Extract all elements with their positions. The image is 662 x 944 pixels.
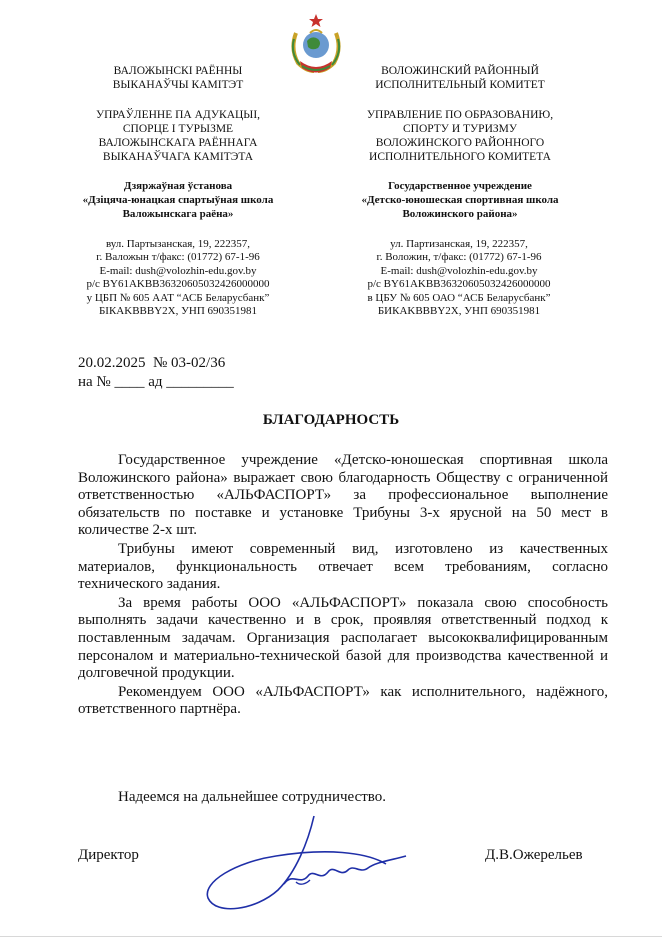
left-req-line: E-mail: dush@volozhin-edu.gov.by	[99, 264, 257, 277]
right-dept-line: ВОЛОЖИНСКОГО РАЙОННОГО	[375, 137, 545, 149]
body-paragraph: Государственное учреждение «Детско-юношеская спортивная школа Воложинского района» выражает свою благодарность Обществу с ограниченной ответственностью «АЛЬФАСПОРТ» за профессиональное выполнение обязательств по поставке и установке Трибуны 3-х ярусной на 50 мест в количестве 2-х шт.	[78, 452, 608, 539]
reply-to-reference: на № ____ ад _________	[78, 374, 234, 390]
right-req-line: E-mail: dush@volozhin-edu.gov.by	[380, 264, 538, 277]
right-org-name	[352, 64, 568, 92]
document-title: БЛАГОДАРНОСТЬ	[262, 412, 400, 428]
body-paragraph: За время работы ООО «АЛЬФАСПОРТ» показала свою способность выполнять задачи качественно и в срок, проявляя ответственный подход к поставленным задачам. Организация располагает высококвалифицированным персоналом и материально-технической базой для производства качественной и долговечной продукции.	[78, 594, 608, 682]
right-dept-name	[344, 108, 576, 164]
page-edge-divider	[0, 936, 662, 937]
left-req-line: БІКAKBBBY2X, УНП 690351981	[98, 305, 258, 318]
left-institution	[64, 179, 292, 221]
right-requisites	[334, 238, 584, 318]
left-org-line: ВЫКАНАЎЧЫ КАМІТЭТ	[112, 79, 244, 91]
left-req-line: вул. Партызанская, 19, 222357,	[105, 238, 251, 250]
letter-body	[78, 452, 608, 719]
left-req-line: р/с BY61AKBB36320605032426000000	[86, 278, 270, 291]
right-req-line: г. Воложин, т/факс: (01772) 67-1-96	[376, 251, 542, 264]
right-inst-line: Государственное учреждение	[388, 180, 532, 192]
left-dept-line: УПРАЎЛЕННЕ ПА АДУКАЦЫІ,	[95, 109, 261, 121]
right-org-line: ВОЛОЖИНСКИЙ РАЙОННЫЙ	[381, 65, 539, 77]
left-dept-line: ВАЛОЖЫНСКАГА РАЁННАГА	[98, 137, 258, 149]
left-requisites	[58, 238, 298, 318]
left-req-line: г. Валожын т/факс: (01772) 67-1-96	[96, 251, 260, 264]
right-req-line: БИКAKBBBY2X, УНП 690351981	[377, 305, 541, 318]
date-number: 20.02.2025 № 03-02/36	[78, 355, 226, 371]
right-req-line: в ЦБУ № 605 ОАО “АСБ Беларусбанк”	[367, 291, 551, 304]
right-dept-line: УПРАВЛЕНИЕ ПО ОБРАЗОВАНИЮ,	[366, 109, 554, 121]
right-dept-line: СПОРТУ И ТУРИЗМУ	[402, 123, 518, 135]
closing-line: Надеемся на дальнейшее сотрудничество.	[118, 789, 387, 805]
handwritten-signature-icon	[196, 812, 426, 924]
right-dept-line: ИСПОЛНИТЕЛЬНОГО КОМИТЕТА	[369, 151, 551, 163]
signatory-name: Д.В.Ожерельев	[485, 847, 583, 863]
left-org-name	[88, 64, 268, 92]
body-paragraph: Трибуны имеют современный вид, изготовлено из качественных материалов, функциональность отвечает всем требованиям, согласно технического задания.	[78, 540, 608, 593]
right-req-line: р/с BY61AKBB36320605032426000000	[367, 278, 551, 291]
left-inst-line: «Дзіцяча-юнацкая спартыўная школа	[82, 194, 274, 206]
right-inst-line: «Детско-юношеская спортивная школа	[361, 194, 559, 206]
left-req-line: у ЦБП № 605 ААТ “АСБ Беларусбанк”	[86, 291, 270, 304]
left-dept-line: СПОРЦЕ І ТУРЫЗМЕ	[122, 123, 234, 135]
signatory-position: Директор	[78, 847, 139, 863]
left-dept-name	[70, 108, 286, 164]
left-org-line: ВАЛОЖЫНСКІ РАЁННЫ	[113, 65, 243, 77]
right-institution	[334, 179, 586, 221]
left-dept-line: ВЫКАНАЎЧАГА КАМІТЭТА	[102, 151, 254, 163]
left-inst-line: Валожынскага раёна»	[122, 208, 234, 220]
right-req-line: ул. Партизанская, 19, 222357,	[390, 238, 528, 250]
state-emblem-icon	[288, 13, 344, 75]
right-org-line: ИСПОЛНИТЕЛЬНЫЙ КОМИТЕТ	[375, 79, 545, 91]
left-inst-line: Дзяржаўная ўстанова	[123, 180, 233, 192]
body-paragraph: Рекомендуем ООО «АЛЬФАСПОРТ» как исполнительного, надёжного, ответственного партнёра.	[78, 683, 608, 718]
right-inst-line: Воложинского района»	[402, 208, 518, 220]
